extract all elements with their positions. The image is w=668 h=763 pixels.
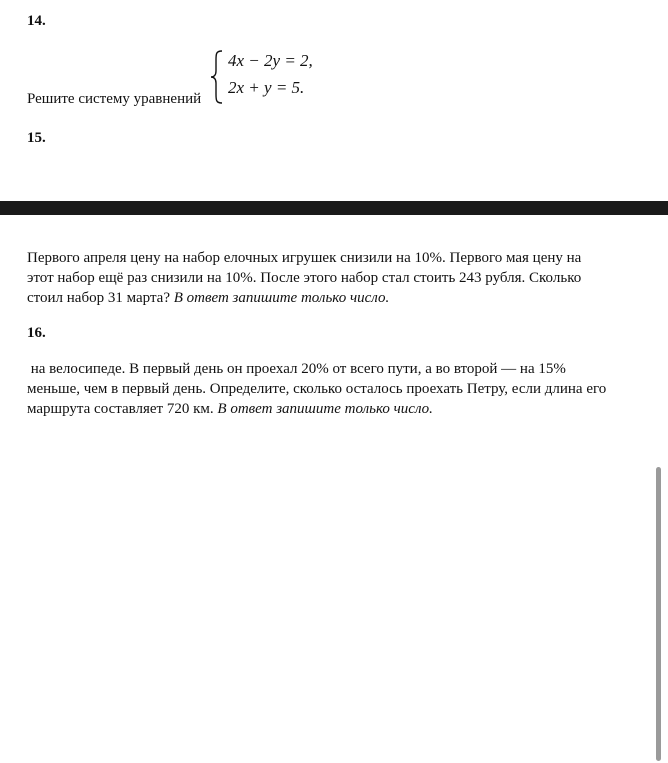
task-16-line-3: маршрута составляет 720 км. В ответ запишите только число. bbox=[27, 401, 433, 417]
task-15-text bbox=[27, 248, 642, 308]
task-15-line-1: Первого апреля цену на набор елочных игрушек снизили на 10%. Первого мая цену на bbox=[27, 250, 582, 266]
task-15-line-3: стоил набор 31 марта? В ответ запишите только число. bbox=[27, 290, 390, 306]
task-16-number: 16. bbox=[27, 325, 46, 341]
task-15-number: 15. bbox=[27, 130, 46, 146]
task-15-note: В ответ запишите только число. bbox=[173, 290, 390, 306]
task-16-line-2: меньше, чем в первый день. Определите, сколько осталось проехать Петру, если длина его bbox=[27, 381, 607, 397]
brace-icon bbox=[210, 50, 224, 104]
task-14-prompt: Решите систему уравнений bbox=[27, 91, 202, 107]
equation-2: 2x + y = 5. bbox=[228, 78, 305, 97]
equation-system bbox=[210, 48, 340, 106]
task-16-note: В ответ запишите только число. bbox=[217, 401, 433, 417]
divider-bar bbox=[0, 201, 668, 215]
equation-1: 4x − 2y = 2, bbox=[228, 51, 313, 70]
task-16-line-1: на велосипеде. В первый день он проехал 20% от всего пути, а во второй — на 15% bbox=[27, 361, 566, 377]
scrollbar-thumb[interactable] bbox=[656, 467, 661, 761]
task-14-number: 14. bbox=[27, 13, 46, 29]
task-15-line-2: этот набор ещё раз снизили на 10%. После этого набор стал стоить 243 рубля. Сколько bbox=[27, 270, 582, 286]
task-16-text bbox=[27, 359, 647, 419]
